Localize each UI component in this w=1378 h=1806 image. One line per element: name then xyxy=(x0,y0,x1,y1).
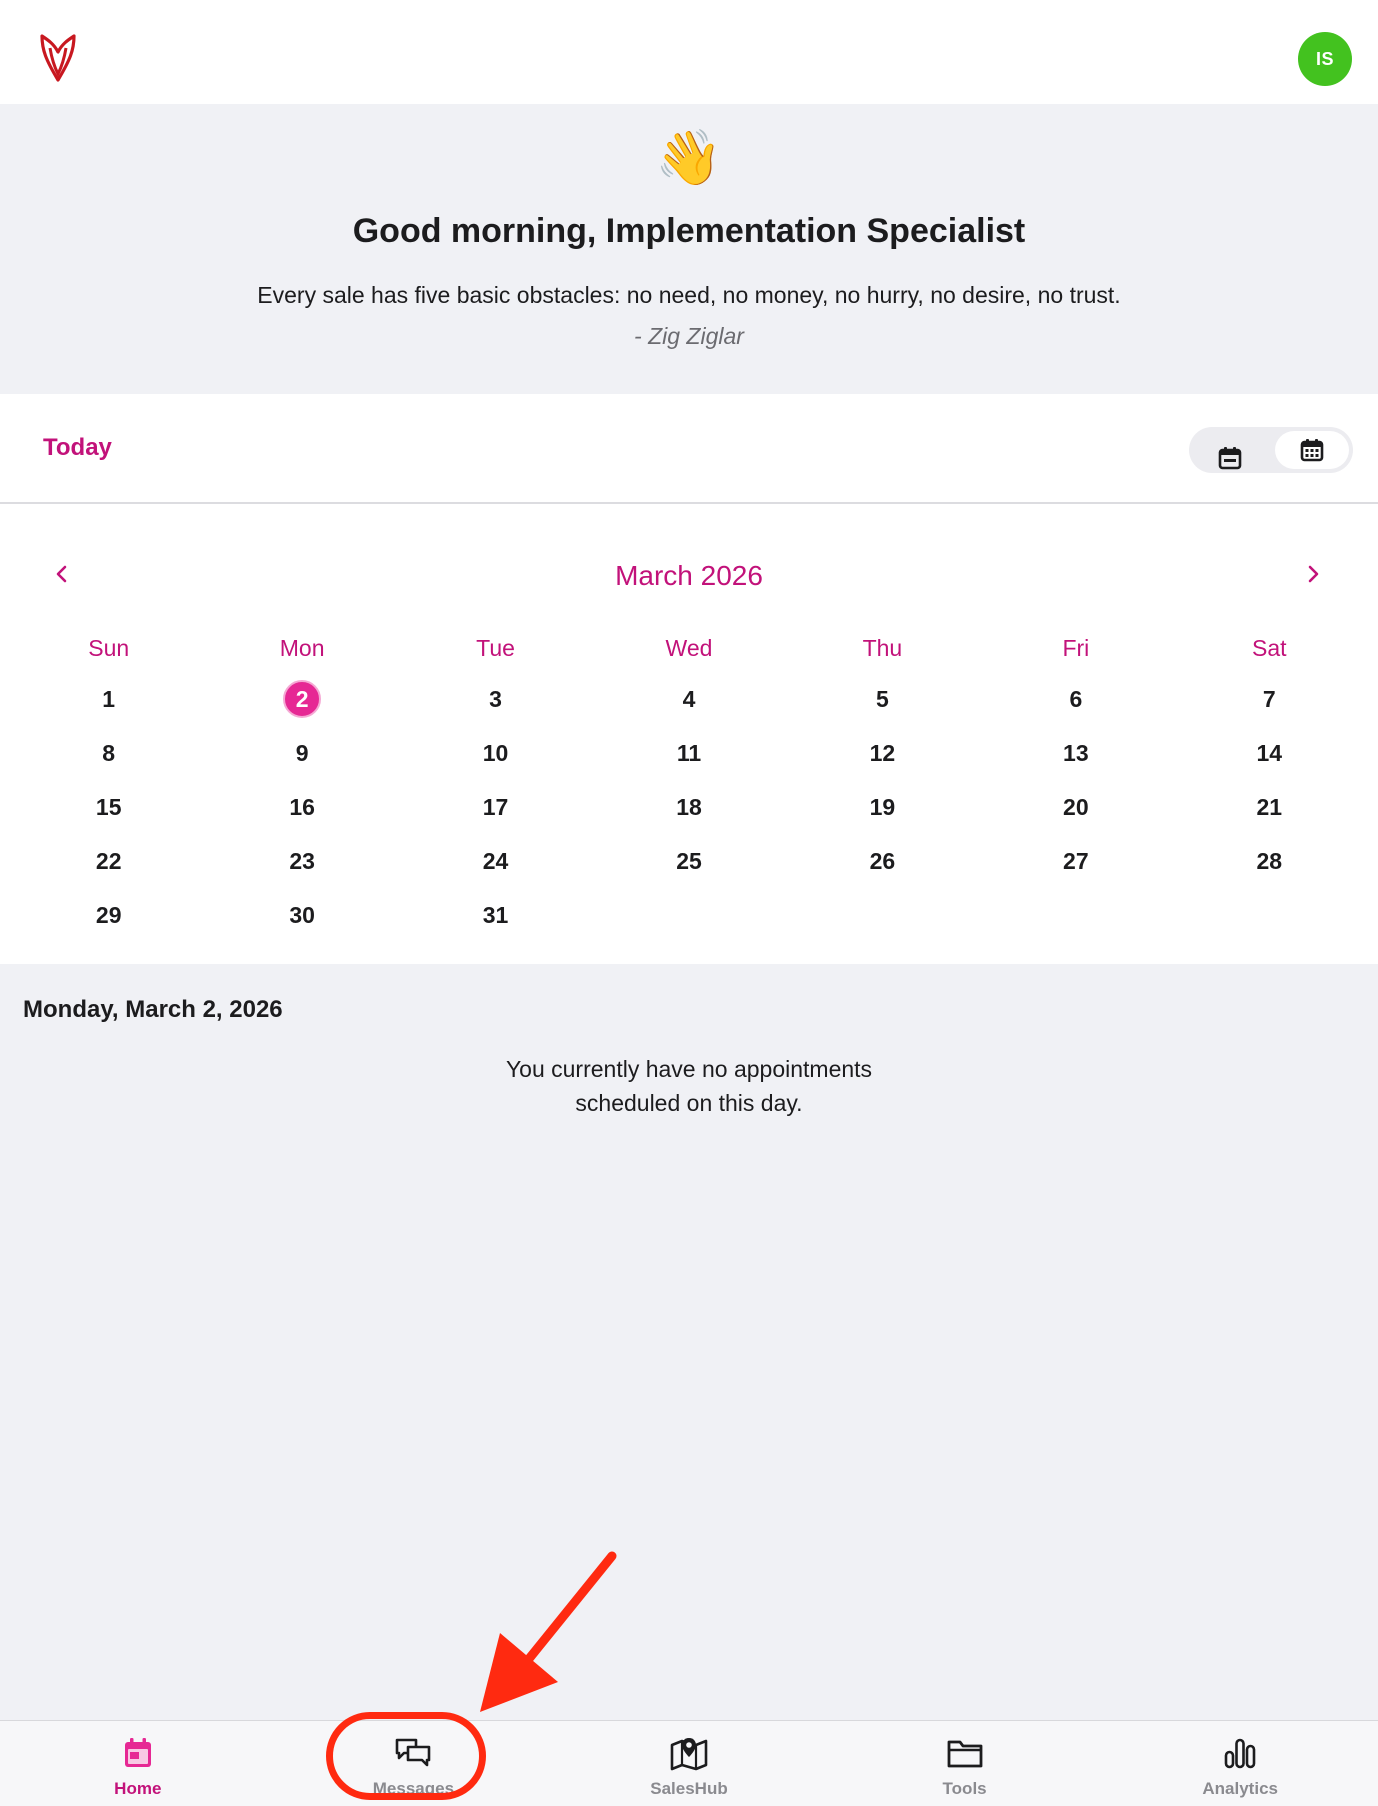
nav-label: Tools xyxy=(942,1779,987,1798)
calendar-day[interactable] xyxy=(786,780,979,834)
calendar-day-empty xyxy=(786,888,979,942)
day-number: 17 xyxy=(482,794,509,820)
calendar-day[interactable] xyxy=(399,672,592,726)
calendar-day[interactable] xyxy=(205,834,398,888)
top-bar xyxy=(0,0,1378,104)
calendar-day[interactable] xyxy=(12,726,205,780)
day-number: 4 xyxy=(682,686,696,712)
calendar-day[interactable] xyxy=(1173,780,1366,834)
calendar-day[interactable] xyxy=(979,780,1172,834)
weekday-label: Sun xyxy=(88,635,130,661)
weekday-label: Mon xyxy=(279,635,325,661)
weekday-label: Thu xyxy=(862,635,903,661)
day-number xyxy=(863,888,901,926)
day-number: 26 xyxy=(869,848,896,874)
calendar-day[interactable] xyxy=(1173,726,1366,780)
calendar-day-icon xyxy=(1217,445,1243,471)
next-month-button[interactable] xyxy=(1295,556,1331,592)
calendar-day[interactable] xyxy=(786,726,979,780)
greeting-panel xyxy=(0,104,1378,394)
nav-label: SalesHub xyxy=(650,1779,728,1798)
day-number: 21 xyxy=(1256,794,1283,820)
calendar-day[interactable] xyxy=(592,780,785,834)
day-number: 25 xyxy=(676,848,702,874)
empty-message-line: You currently have no appointments xyxy=(505,1056,873,1082)
day-number: 13 xyxy=(1063,740,1089,766)
month-title: March 2026 xyxy=(615,560,763,591)
day-number: 18 xyxy=(676,794,702,820)
calendar-day[interactable] xyxy=(1173,834,1366,888)
day-number: 16 xyxy=(289,794,315,820)
calendar-day[interactable] xyxy=(205,726,398,780)
calendar-toolbar xyxy=(0,394,1378,504)
day-number: 23 xyxy=(289,848,315,874)
bottom-navigation xyxy=(0,1720,1378,1806)
calendar-day[interactable] xyxy=(592,834,785,888)
day-number: 24 xyxy=(482,848,509,874)
bar-chart-icon xyxy=(1222,1737,1258,1769)
month-calendar xyxy=(0,504,1378,964)
highlight-ring xyxy=(326,1712,486,1800)
day-number: 10 xyxy=(482,740,509,766)
day-number: 22 xyxy=(95,848,122,874)
calendar-day[interactable] xyxy=(399,726,592,780)
weekday-label: Sat xyxy=(1252,635,1287,661)
calendar-day[interactable] xyxy=(399,888,592,942)
calendar-day[interactable] xyxy=(205,780,398,834)
day-number: 3 xyxy=(489,686,502,712)
month-view-button[interactable] xyxy=(1275,431,1349,469)
day-number: 6 xyxy=(1069,686,1083,712)
day-number: 12 xyxy=(869,740,896,766)
calendar-day[interactable] xyxy=(786,672,979,726)
calendar-day[interactable] xyxy=(979,672,1172,726)
calendar-day[interactable] xyxy=(12,672,205,726)
calendar-day-empty xyxy=(979,888,1172,942)
weekday-label: Tue xyxy=(476,635,515,661)
day-number: 28 xyxy=(1256,848,1283,874)
user-avatar[interactable]: IS xyxy=(1298,32,1352,86)
today-button[interactable]: Today xyxy=(43,434,112,461)
day-number: 27 xyxy=(1063,848,1089,874)
day-number: 20 xyxy=(1063,794,1089,820)
calendar-grid xyxy=(12,624,1366,942)
day-number: 29 xyxy=(95,902,122,928)
calendar-day[interactable] xyxy=(399,834,592,888)
day-number xyxy=(670,888,708,926)
day-number: 11 xyxy=(676,740,702,766)
day-view-button[interactable] xyxy=(1193,431,1267,485)
day-number xyxy=(1057,888,1095,926)
calendar-day-selected[interactable] xyxy=(205,672,398,726)
quote-author: - Zig Ziglar xyxy=(634,323,744,349)
nav-tools[interactable] xyxy=(827,1721,1103,1806)
nav-label: Analytics xyxy=(1202,1779,1278,1798)
nav-label: Messages xyxy=(372,1779,455,1798)
selected-date-label: Monday, March 2, 2026 xyxy=(23,996,283,1023)
calendar-day[interactable] xyxy=(12,888,205,942)
chevron-right-icon xyxy=(1303,564,1323,584)
view-toggle xyxy=(1189,427,1353,473)
calendar-day[interactable] xyxy=(1173,672,1366,726)
day-number: 8 xyxy=(102,740,116,766)
calendar-home-icon xyxy=(121,1736,155,1770)
day-number: 14 xyxy=(1256,740,1283,766)
day-number: 9 xyxy=(295,740,309,766)
day-number: 2 xyxy=(283,680,321,718)
calendar-day[interactable] xyxy=(399,780,592,834)
weekday-label: Fri xyxy=(1062,635,1090,661)
agenda-panel xyxy=(0,964,1378,1720)
calendar-day[interactable] xyxy=(12,780,205,834)
day-number: 31 xyxy=(482,902,509,928)
empty-message-line: scheduled on this day. xyxy=(575,1090,803,1116)
map-pin-icon xyxy=(669,1735,709,1771)
nav-home[interactable] xyxy=(0,1721,276,1806)
weekday-label: Wed xyxy=(665,635,713,661)
nav-analytics[interactable] xyxy=(1102,1721,1378,1806)
calendar-day-empty xyxy=(1173,888,1366,942)
calendar-day[interactable] xyxy=(205,888,398,942)
calendar-day[interactable] xyxy=(592,672,785,726)
day-number: 5 xyxy=(876,686,889,712)
calendar-day[interactable] xyxy=(12,834,205,888)
empty-appointments-message xyxy=(0,1052,1378,1120)
calendar-day[interactable] xyxy=(979,834,1172,888)
nav-saleshub[interactable] xyxy=(551,1721,827,1806)
day-number: 15 xyxy=(95,794,122,820)
motivational-quote: Every sale has five basic obstacles: no need, no money, no hurry, no desire, no trust. xyxy=(257,282,1121,308)
calendar-day[interactable] xyxy=(786,834,979,888)
day-number: 19 xyxy=(869,794,896,820)
day-number: 1 xyxy=(102,686,116,712)
brand-logo-icon[interactable] xyxy=(36,30,80,86)
waving-hand-icon: 👋 xyxy=(655,128,723,188)
calendar-day-empty xyxy=(592,888,785,942)
greeting-title: Good morning, Implementation Specialist xyxy=(352,212,1026,250)
folder-icon xyxy=(946,1737,984,1769)
calendar-day[interactable] xyxy=(592,726,785,780)
calendar-day[interactable] xyxy=(979,726,1172,780)
day-number xyxy=(1250,888,1288,926)
day-number: 30 xyxy=(289,902,315,928)
nav-label: Home xyxy=(114,1779,162,1798)
calendar-month-icon xyxy=(1299,437,1325,463)
day-number: 7 xyxy=(1262,686,1276,712)
